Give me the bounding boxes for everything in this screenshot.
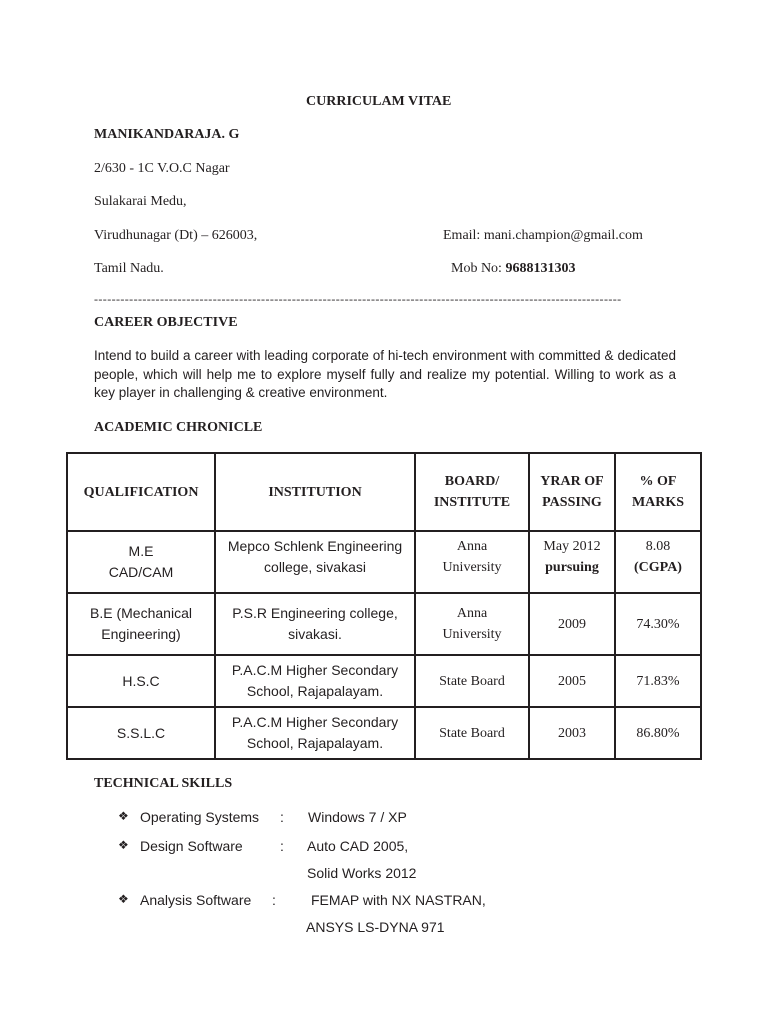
skill-value: FEMAP with NX NASTRAN, bbox=[311, 892, 486, 908]
address-line-2: Sulakarai Medu, bbox=[94, 194, 187, 209]
header-marks: % OF MARKS bbox=[615, 453, 701, 531]
skill-value: Solid Works 2012 bbox=[307, 865, 417, 881]
cell-board: State Board bbox=[415, 655, 529, 707]
header-qualification: QUALIFICATION bbox=[67, 453, 215, 531]
mobile-line bbox=[451, 261, 575, 277]
cell-board: State Board bbox=[415, 707, 529, 759]
skill-value: Windows 7 / XP bbox=[308, 809, 407, 825]
table-header-row bbox=[67, 453, 701, 531]
header-institution: INSTITUTION bbox=[215, 453, 415, 531]
skill-separator: : bbox=[280, 809, 284, 825]
email-line bbox=[443, 228, 643, 244]
cell-marks: 86.80% bbox=[615, 707, 701, 759]
cell-board: Anna University bbox=[415, 531, 529, 593]
skill-label: Operating Systems bbox=[140, 809, 260, 825]
cell-qualification: B.E (Mechanical Engineering) bbox=[67, 593, 215, 655]
technical-skills-heading: TECHNICAL SKILLS bbox=[94, 776, 233, 791]
cell-board: Anna University bbox=[415, 593, 529, 655]
candidate-name: MANIKANDARAJA. G bbox=[94, 127, 240, 142]
cell-marks: 8.08 (CGPA) bbox=[615, 531, 701, 593]
email-label: Email: bbox=[443, 228, 481, 243]
header-year: YRAR OF PASSING bbox=[529, 453, 615, 531]
header-board: BOARD/ INSTITUTE bbox=[415, 453, 529, 531]
cell-institution: Mepco Schlenk Engineering college, sivakasi bbox=[215, 531, 415, 593]
cell-year: 2003 bbox=[529, 707, 615, 759]
career-objective-heading: CAREER OBJECTIVE bbox=[94, 315, 238, 330]
address-line-1: 2/630 - 1C V.O.C Nagar bbox=[94, 161, 230, 176]
cell-year: 2005 bbox=[529, 655, 615, 707]
cell-year: 2009 bbox=[529, 593, 615, 655]
skill-value: ANSYS LS-DYNA 971 bbox=[306, 919, 445, 935]
diamond-bullet-icon: ❖ bbox=[118, 892, 129, 906]
skill-separator: : bbox=[272, 892, 276, 908]
table-row bbox=[67, 707, 701, 759]
cell-marks: 71.83% bbox=[615, 655, 701, 707]
email-value: mani.champion@gmail.com bbox=[483, 228, 643, 243]
cell-institution: P.A.C.M Higher Secondary School, Rajapalayam. bbox=[215, 655, 415, 707]
cell-institution: P.S.R Engineering college, sivakasi. bbox=[215, 593, 415, 655]
cell-qualification: S.S.L.C bbox=[67, 707, 215, 759]
cell-year: May 2012 pursuing bbox=[529, 531, 615, 593]
diamond-bullet-icon: ❖ bbox=[118, 809, 129, 823]
table-row bbox=[67, 655, 701, 707]
cell-institution: P.A.C.M Higher Secondary School, Rajapalayam. bbox=[215, 707, 415, 759]
separator-line: ------------------------------------------------------------------------------------------------------------------------ bbox=[94, 292, 622, 306]
skill-value: Auto CAD 2005, bbox=[307, 838, 409, 854]
address-line-4: Tamil Nadu. bbox=[94, 261, 164, 276]
diamond-bullet-icon: ❖ bbox=[118, 838, 129, 852]
career-objective-text: Intend to build a career with leading corporate of hi-tech environment with committed & dedicated people, which will help me to explore myself fully and realize my potential. Willing to work as a key player in challenging & creative environment. bbox=[94, 348, 676, 400]
mobile-value: 9688131303 bbox=[505, 261, 576, 276]
skill-label: Analysis Software bbox=[140, 892, 252, 908]
cell-qualification: H.S.C bbox=[67, 655, 215, 707]
skill-label: Design Software bbox=[140, 838, 243, 854]
academic-heading: ACADEMIC CHRONICLE bbox=[94, 420, 263, 435]
skill-separator: : bbox=[280, 838, 284, 854]
document-title: CURRICULAM VITAE bbox=[306, 94, 452, 109]
cell-qualification: M.E CAD/CAM bbox=[67, 531, 215, 593]
cell-marks: 74.30% bbox=[615, 593, 701, 655]
address-line-3: Virudhunagar (Dt) – 626003, bbox=[94, 228, 258, 243]
mobile-label: Mob No: bbox=[451, 261, 502, 276]
table-row bbox=[67, 531, 701, 593]
table-row bbox=[67, 593, 701, 655]
academic-table bbox=[66, 452, 702, 760]
